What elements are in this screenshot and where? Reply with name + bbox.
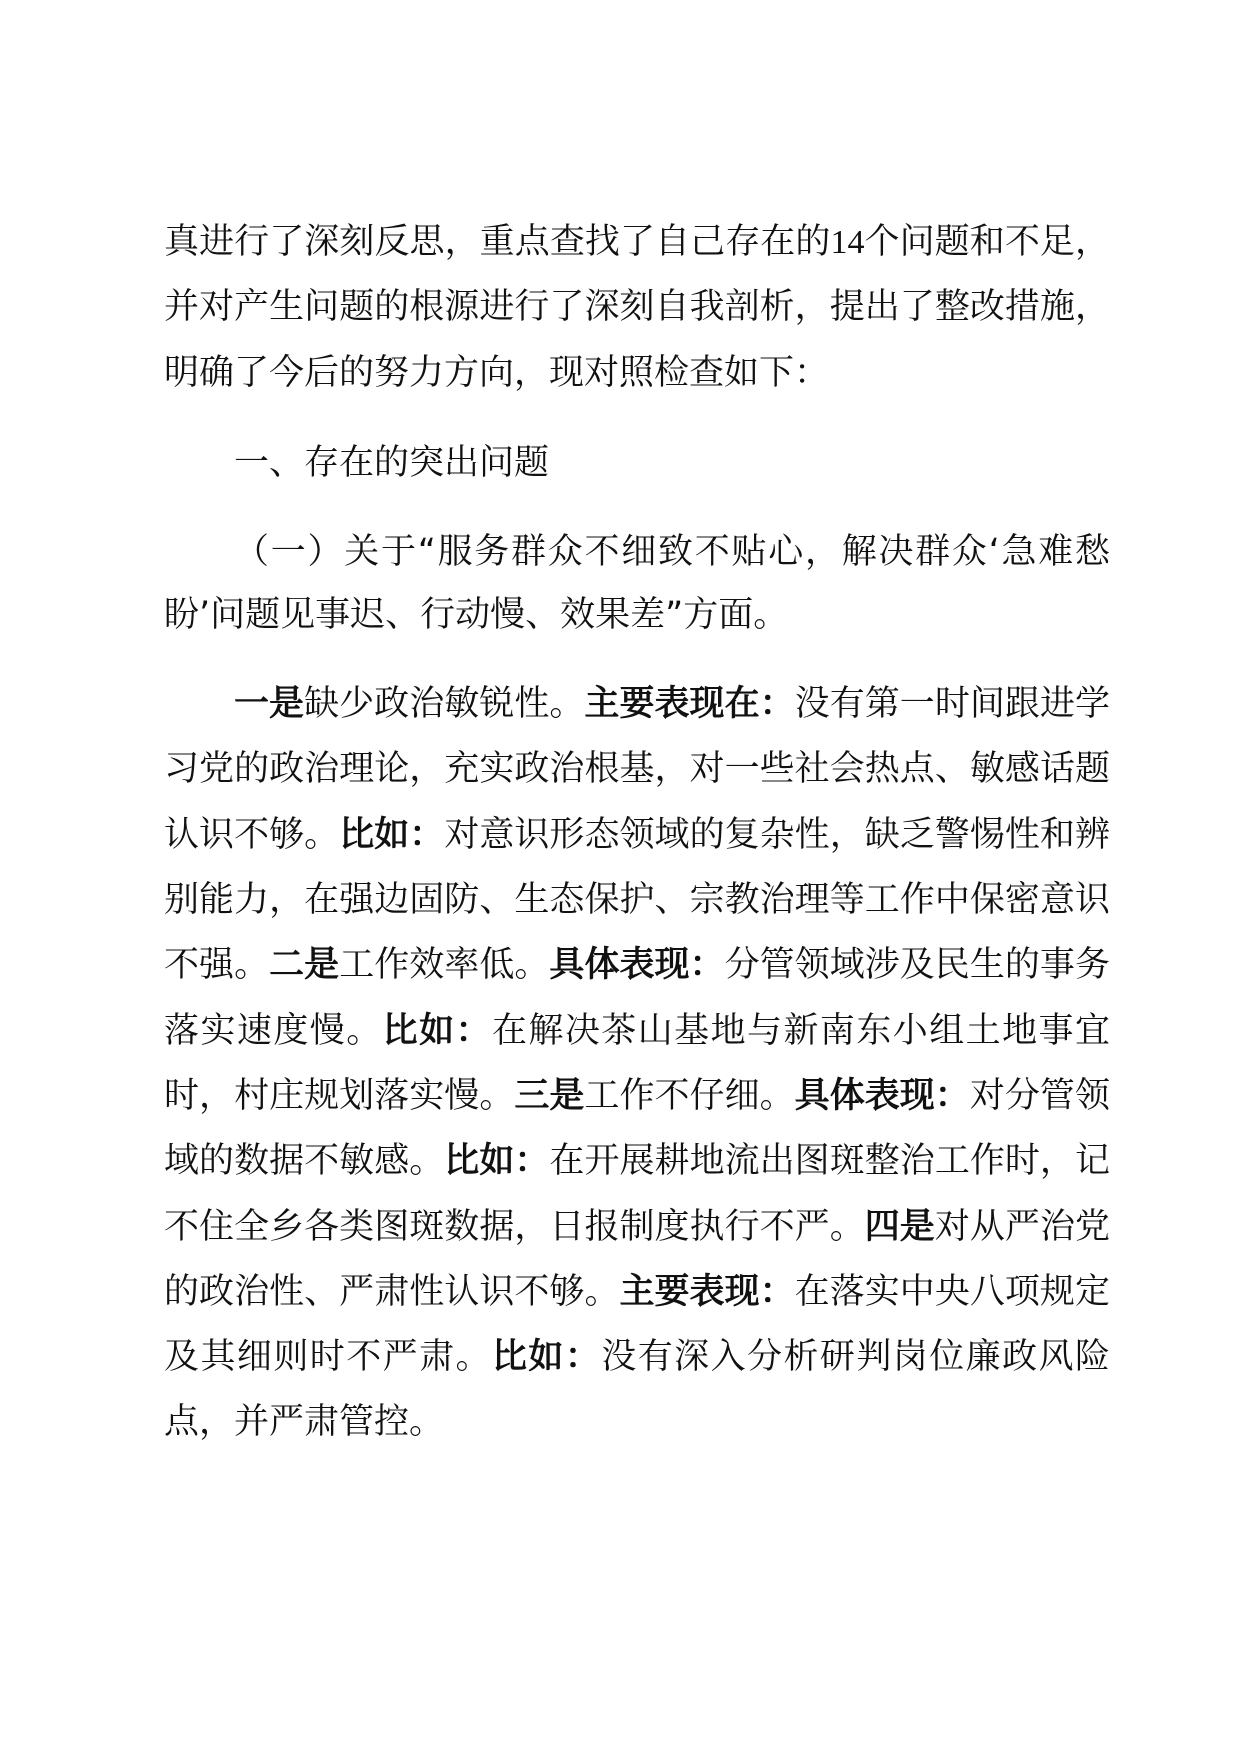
intro-text-part2: 个问题和不足，并对产生问题的根源进行了深刻自我剖析，提出了整改措施，明确了今后的努力方向，现对照检查如下： xyxy=(164,222,1110,393)
issue-run: 没有第一时间跟进学习党的政治理论，充实政治根基，对一些社会热点、敏感话题认识不够。 xyxy=(164,684,1110,855)
issue-run: 比如： xyxy=(444,1141,550,1182)
issue-run: 主要表现： xyxy=(619,1271,795,1312)
issue-run: 在开展耕地流出图斑整治工作时，记不住全乡各类图斑数据，日报制度执行不严。 xyxy=(164,1141,1110,1247)
issue-run: 四是 xyxy=(864,1206,935,1247)
intro-paragraph xyxy=(164,210,1110,406)
issues-paragraph xyxy=(164,672,1110,1456)
issue-run: 主要表现在： xyxy=(584,684,795,725)
intro-text-part1: 真进行了深刻反思，重点查找了自己存在的 xyxy=(164,222,831,262)
issue-run: 比如： xyxy=(339,814,445,855)
issue-run: 对分管领域的数据不敏感。 xyxy=(164,1075,1110,1182)
subsection-heading: （一）关于“服务群众不细致不贴心，解决群众‘急难愁盼’问题见事迟、行动慢、效果差”方面。 xyxy=(164,532,1110,636)
issue-run: 三是 xyxy=(514,1075,585,1116)
section-heading: 一、存在的突出问题 xyxy=(234,442,550,483)
document-body xyxy=(164,210,1110,1456)
issue-run: 分管领域涉及民生的事务落实速度慢。 xyxy=(164,945,1110,1051)
issue-run: 工作不仔细。 xyxy=(584,1075,795,1116)
issue-run: 对从严治党的政治性、严肃性认识不够。 xyxy=(164,1206,1110,1312)
issue-run: 具体表现： xyxy=(549,945,725,986)
issue-run: 工作效率低。 xyxy=(339,945,550,986)
issue-run: 对意识形态领域的复杂性，缺乏警惕性和辨别能力，在强边固防、生态保护、宗教治理等工作中保密意识不强。 xyxy=(164,814,1110,986)
issue-run: 比如： xyxy=(491,1337,602,1378)
intro-number: 14 xyxy=(830,224,865,261)
issue-run: 一是 xyxy=(234,684,305,725)
issue-run: 在落实中央八项规定及其细则时不严肃。 xyxy=(164,1271,1110,1378)
issue-run: 二是 xyxy=(269,945,340,986)
issue-run: 具体表现： xyxy=(794,1075,970,1116)
issue-run: 比如： xyxy=(382,1010,492,1051)
issue-run: 缺少政治敏锐性。 xyxy=(304,684,585,725)
issue-run: 在解决茶山基地与新南东小组土地事宜时，村庄规划落实慢。 xyxy=(164,1010,1110,1116)
issue-run: 没有深入分析研判岗位廉政风险点，并严肃管控。 xyxy=(164,1337,1110,1443)
